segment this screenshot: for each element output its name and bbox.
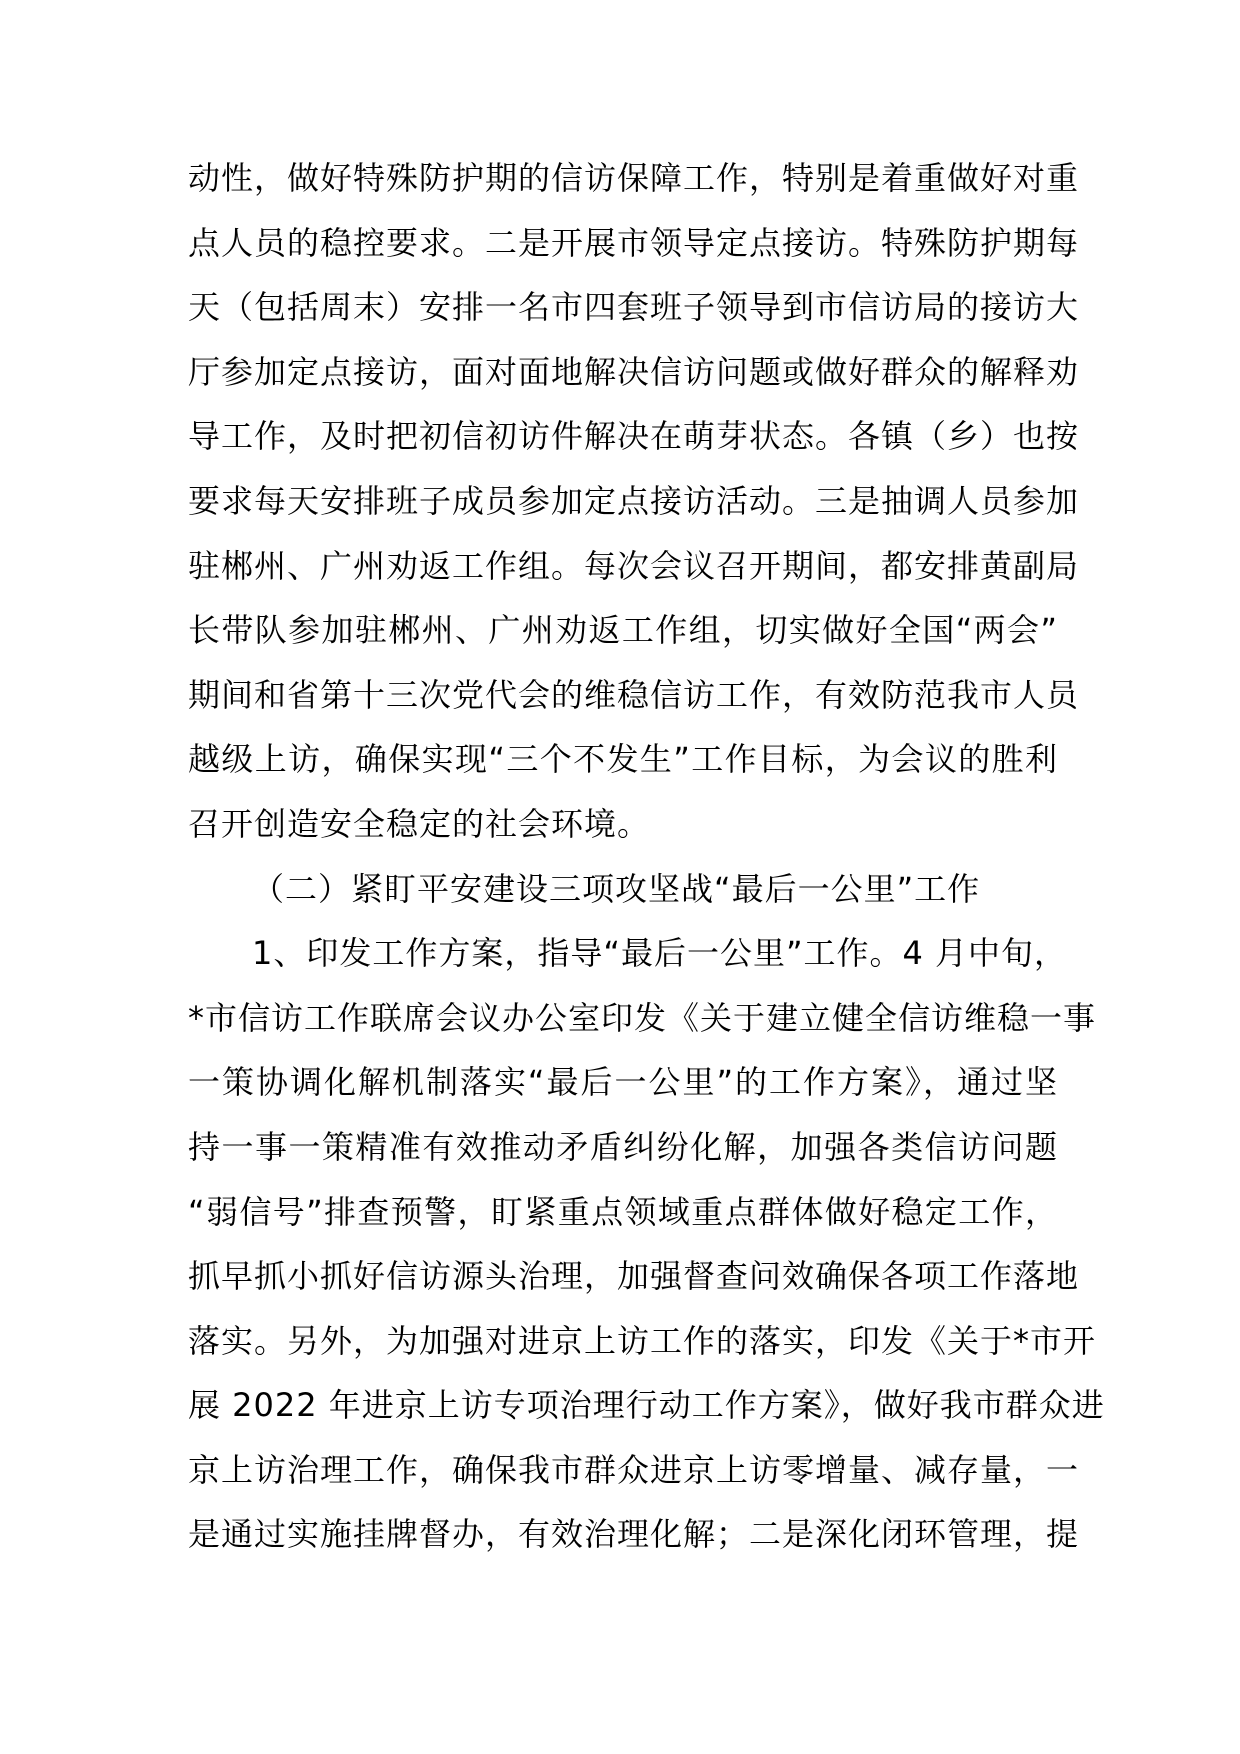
text-line: 期间和省第十三次党代会的维稳信访工作，有效防范我市人员 <box>188 675 1080 714</box>
text-line: 驻郴州、广州劝返工作组。每次会议召开期间，都安排黄副局 <box>188 546 1080 585</box>
text-line: 京上访治理工作，确保我市群众进京上访零增量、减存量，一 <box>188 1450 1080 1489</box>
text-line: 是通过实施挂牌督办，有效治理化解；二是深化闭环管理，提 <box>188 1515 1080 1554</box>
text-line: 导工作，及时把初信初访件解决在萌芽状态。各镇（乡）也按 <box>188 417 1080 456</box>
text-line: 越级上访，确保实现“三个不发生”工作目标，为会议的胜利 <box>188 740 1058 779</box>
text-line: 点人员的稳控要求。二是开展市领导定点接访。特殊防护期每 <box>188 223 1080 262</box>
text-line: 落实。另外，为加强对进京上访工作的落实，印发《关于*市开 <box>188 1321 1097 1360</box>
text-line: *市信访工作联席会议办公室印发《关于建立健全信访维稳一事 <box>188 998 1097 1037</box>
text-line: 要求每天安排班子成员参加定点接访活动。三是抽调人员参加 <box>188 481 1080 520</box>
text-line: 一策协调化解机制落实“最后一公里”的工作方案》，通过坚 <box>188 1063 1058 1102</box>
text-line: 厅参加定点接访，面对面地解决信访问题或做好群众的解释劝 <box>188 352 1080 391</box>
text-line: “弱信号”排查预警，盯紧重点领域重点群体做好稳定工作， <box>188 1192 1058 1231</box>
section-heading: （二）紧盯平安建设三项攻坚战“最后一公里”工作 <box>252 869 981 908</box>
text-line: 动性，做好特殊防护期的信访保障工作，特别是着重做好对重 <box>188 159 1080 197</box>
text-line: 持一事一策精准有效推动矛盾纠纷化解，加强各类信访问题 <box>188 1127 1058 1166</box>
text-line: 长带队参加驻郴州、广州劝返工作组，切实做好全国“两会” <box>188 611 1058 650</box>
body-text <box>188 146 1105 1567</box>
text-line: 1、印发工作方案，指导“最后一公里”工作。4 月中旬， <box>252 934 1068 973</box>
text-line: 召开创造安全稳定的社会环境。 <box>188 804 651 843</box>
text-line: 展 2022 年进京上访专项治理行动工作方案》，做好我市群众进 <box>188 1386 1105 1425</box>
text-line: 抓早抓小抓好信访源头治理，加强督查问效确保各项工作落地 <box>188 1257 1080 1296</box>
text-line: 天（包括周末）安排一名市四套班子领导到市信访局的接访大 <box>188 288 1080 327</box>
